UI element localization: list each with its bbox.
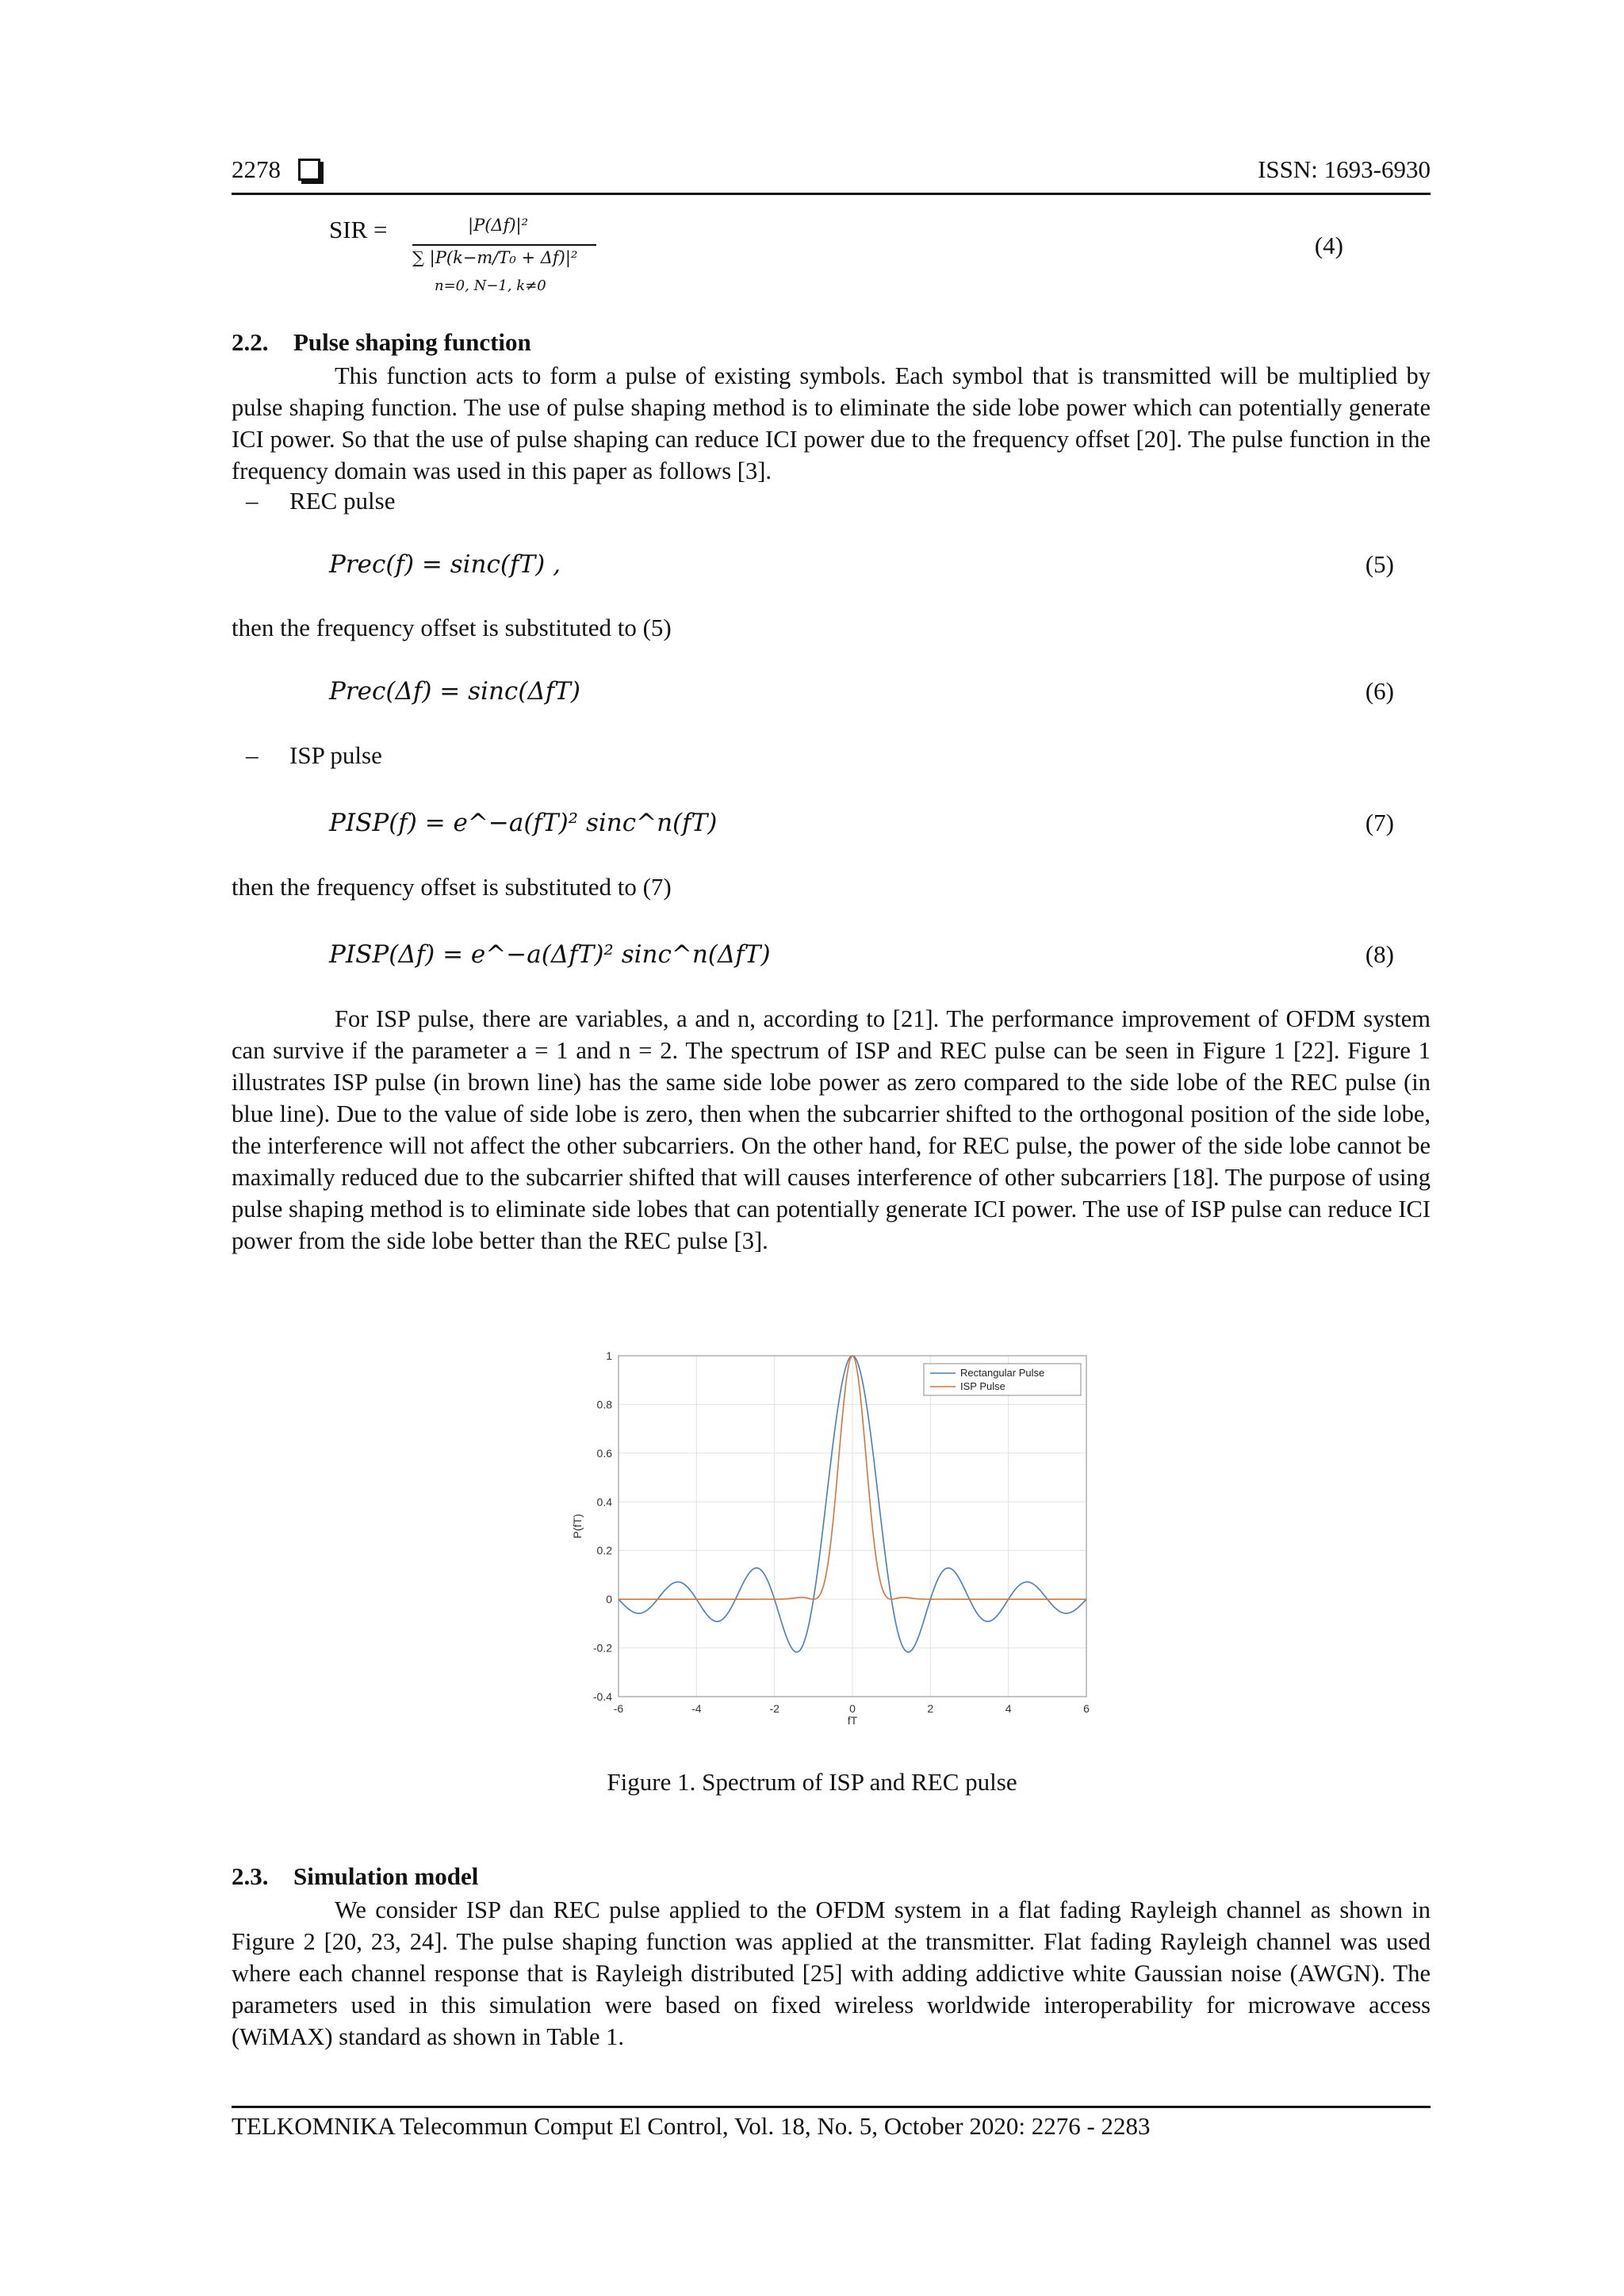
y-axis-label: P(fT): [571, 1513, 584, 1539]
section-heading-2-2: [232, 328, 531, 357]
section-number: 2.3.: [232, 1862, 269, 1890]
x-tick-label: 2: [927, 1702, 934, 1715]
x-tick-label: -4: [691, 1702, 702, 1715]
equation-4-lhs: SIR =: [329, 216, 388, 243]
equation-6: Prec(Δf) = sinc(ΔfT): [329, 677, 580, 706]
section-heading-2-3: [232, 1862, 478, 1891]
equation-5-number: (5): [1365, 550, 1394, 578]
y-tick-label: 1: [606, 1349, 612, 1362]
issn-label: ISSN: 1693-6930: [1258, 155, 1431, 183]
bullet-rec-pulse: [246, 487, 395, 515]
equation-4-numerator: |P(Δf)|²: [468, 216, 529, 235]
text-substitute-5: then the frequency offset is substituted to (5): [232, 614, 672, 641]
equation-7-number: (7): [1365, 809, 1394, 836]
y-tick-label: 0: [606, 1593, 612, 1606]
chart-legend: [924, 1364, 1081, 1395]
bullet-isp-label: ISP pulse: [289, 741, 382, 769]
y-tick-label: 0.8: [596, 1398, 612, 1411]
y-tick-label: -0.2: [592, 1641, 612, 1655]
equation-4-denominator: ∑ |P(k−m/T₀ + Δf)|²: [412, 248, 578, 267]
y-tick-label: -0.4: [592, 1690, 612, 1703]
x-tick-label: -6: [613, 1702, 624, 1715]
y-tick-label: 0.4: [596, 1495, 612, 1509]
chart-grid: [619, 1356, 1086, 1697]
y-tick-label: 0.6: [596, 1446, 612, 1460]
x-tick-label: -2: [769, 1702, 779, 1715]
x-tick-label: 0: [849, 1702, 856, 1715]
figure-1-chart: [567, 1340, 1106, 1736]
equation-8-number: (8): [1365, 940, 1394, 968]
bullet-isp-pulse: [246, 741, 382, 770]
square-bullet-icon: [298, 159, 320, 181]
section-number: 2.2.: [232, 328, 269, 356]
paragraph-isp-pulse: For ISP pulse, there are variables, a and n, according to [21]. The performance improvement of OFDM system can survive if the parameter a = 1 and n = 2. The spectrum of ISP and REC pulse can be seen in Figure 1 [22]. Figure 1 illustrates ISP pulse (in brown line) has the same side lobe power as zero compared to the side lobe of the REC pulse (in blue line). Due to the value of side lobe is zero, then when the subcarrier shifted to the orthogonal position of the side lobe, the interference will not affect the other subcarriers. On the other hand, for REC pulse, the power of the side lobe cannot be maximally reduced due to the subcarrier shifted that will causes interference of other subcarriers [18]. The purpose of using pulse shaping method is to eliminate side lobes that can potentially generate ICI power. The use of ISP pulse can reduce ICI power from the side lobe better than the REC pulse [3].: [232, 1005, 1431, 1254]
equation-5: Prec(f) = sinc(fT) ,: [329, 550, 561, 579]
header-rule: [232, 193, 1431, 195]
page-header-left: [232, 155, 320, 184]
equation-4-limits: n=0, N−1, k≠0: [435, 277, 546, 294]
footer-citation: TELKOMNIKA Telecommun Comput El Control, Vol. 18, No. 5, October 2020: 2276 - 2283: [232, 2112, 1151, 2140]
text-substitute-7: then the frequency offset is substituted to (7): [232, 873, 672, 901]
legend-label-isp: ISP Pulse: [960, 1380, 1005, 1392]
page-number: 2278: [232, 155, 281, 183]
equation-6-number: (6): [1365, 677, 1394, 705]
section-title: Pulse shaping function: [293, 328, 531, 356]
equation-4-number: (4): [1314, 232, 1343, 259]
bullet-dash: –: [246, 741, 259, 769]
x-tick-label: 4: [1005, 1702, 1012, 1715]
x-tick-label: 6: [1083, 1702, 1090, 1715]
paragraph-simulation-model: We consider ISP dan REC pulse applied to the OFDM system in a flat fading Rayleigh channel as shown in Figure 2 [20, 23, 24]. The pulse shaping function was applied at the transmitter. Flat fading Rayleigh channel was used where each channel response that is Rayleigh distributed [25] with adding addictive white Gaussian noise (AWGN). The parameters used in this simulation were based on fixed wireless worldwide interoperability for microwave access (WiMAX) standard as shown in Table 1.: [232, 1896, 1431, 2050]
bullet-rec-label: REC pulse: [289, 487, 396, 515]
equation-7: PISP(f) = e^−a(fT)² sinc^n(fT): [329, 809, 718, 837]
section-title: Simulation model: [293, 1862, 479, 1890]
equation-4-fraction-bar: [412, 244, 596, 246]
x-axis-label: fT: [847, 1714, 858, 1727]
y-tick-label: 0.2: [596, 1544, 612, 1557]
bullet-dash: –: [246, 487, 259, 515]
footer-rule: [232, 2106, 1431, 2108]
figure-1-caption: Figure 1. Spectrum of ISP and REC pulse: [607, 1768, 1017, 1796]
legend-label-rectangular: Rectangular Pulse: [960, 1367, 1045, 1379]
equation-8: PISP(Δf) = e^−a(ΔfT)² sinc^n(ΔfT): [329, 940, 771, 969]
paragraph-pulse-shaping: This function acts to form a pulse of existing symbols. Each symbol that is transmitted will be multiplied by pulse shaping function. The use of pulse shaping method is to eliminate the side lobe power which can potentially generate ICI power. So that the use of pulse shaping can reduce ICI power due to the frequency offset [20]. The pulse function in the frequency domain was used in this paper as follows [3].: [232, 362, 1431, 484]
